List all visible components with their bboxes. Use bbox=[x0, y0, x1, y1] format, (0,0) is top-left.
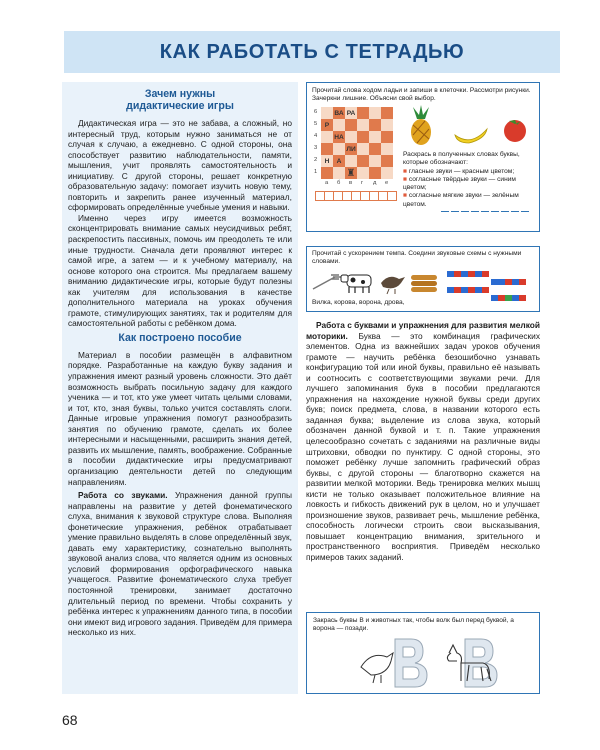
board-cell: Р bbox=[321, 119, 333, 131]
file-label: б bbox=[337, 180, 341, 186]
board-cell bbox=[345, 155, 357, 167]
rank-label: 3 bbox=[314, 145, 318, 151]
scheme-segment bbox=[519, 295, 526, 301]
file-label: а bbox=[325, 180, 329, 186]
board-cell bbox=[381, 131, 393, 143]
write-cell bbox=[441, 203, 449, 212]
rank-label: 2 bbox=[314, 157, 318, 163]
fork-icon bbox=[313, 275, 341, 289]
answer-cells bbox=[315, 191, 405, 200]
scheme-segment bbox=[512, 279, 519, 285]
paragraph-4 bbox=[68, 490, 292, 638]
board-cell bbox=[357, 143, 369, 155]
legend-item: ■ согласные мягкие звуки — зелёным цветом. bbox=[403, 192, 519, 208]
crow-icon bbox=[381, 277, 405, 294]
exercise-1-instruction: Прочитай слова ходом ладьи и запиши в клеточки. Рассмотри рисунки. Зачеркни лишние. Объясни свой выбор. bbox=[312, 87, 531, 103]
board-cell bbox=[357, 107, 369, 119]
board-cell bbox=[369, 107, 381, 119]
board-cell bbox=[345, 131, 357, 143]
board-cell: Н bbox=[321, 155, 333, 167]
exercise-3-instruction: Закрась буквы В и животных так, чтобы волк был перед буквой, а ворона — позади. bbox=[313, 617, 514, 633]
page-number: 68 bbox=[62, 712, 78, 728]
chess-board bbox=[321, 107, 393, 179]
scheme-segment bbox=[505, 279, 512, 285]
board-cell bbox=[369, 167, 381, 179]
scheme-segment bbox=[461, 287, 468, 293]
write-cell bbox=[481, 203, 489, 212]
exercise-box-sound-schemes bbox=[306, 246, 540, 312]
exercise-3-illustration bbox=[357, 635, 517, 691]
board-cell: ВА bbox=[333, 107, 345, 119]
legend-item: ■ гласные звуки — красным цветом; bbox=[403, 167, 515, 175]
board-cell: А bbox=[333, 155, 345, 167]
crow-outline-icon bbox=[361, 653, 393, 683]
exercise-2-words: Вилка, корова, ворона, дрова, bbox=[312, 299, 405, 306]
board-cell bbox=[357, 167, 369, 179]
scheme-segment bbox=[468, 287, 475, 293]
paragraph-5-lead: Работа с буквами и упражнения для развития мелкой моторики. bbox=[306, 320, 540, 341]
scheme-segment bbox=[468, 271, 475, 277]
board-cell bbox=[357, 155, 369, 167]
paragraph-1: Дидактическая игра — это не забава, а сложный, но интересный труд, которым нужно заниматься не от случая к случаю, а ежедневно. С одной стороны, она способствует развитию наблюдательности, памяти, мышления, учит проявлять самостоятельность и инициативу. С другой стороны, решает конкретную образовательную задачу: помогает изучить новую тему, повторить и закрепить ранее изученный материал, сформировать определённые учебные умения и навыки. bbox=[68, 118, 292, 213]
fruit-images bbox=[407, 105, 537, 147]
scheme-segment bbox=[447, 271, 454, 277]
write-cell bbox=[461, 203, 469, 212]
board-cell bbox=[381, 167, 393, 179]
board-cell: НА bbox=[333, 131, 345, 143]
sound-schemes bbox=[447, 271, 535, 301]
exercise-box-rook bbox=[306, 82, 540, 232]
scheme-segment bbox=[461, 271, 468, 277]
board-cell bbox=[369, 155, 381, 167]
scheme-segment bbox=[454, 271, 461, 277]
scheme-segment bbox=[454, 287, 461, 293]
write-cell bbox=[501, 203, 509, 212]
write-cell bbox=[491, 203, 499, 212]
scheme-segment bbox=[475, 271, 482, 277]
left-column bbox=[62, 82, 298, 694]
file-label: е bbox=[385, 180, 389, 186]
board-cell bbox=[357, 119, 369, 131]
title-band bbox=[64, 31, 560, 73]
answer-cell bbox=[387, 191, 397, 201]
paragraph-4-lead: Работа со звуками. bbox=[78, 490, 168, 501]
rank-label: 6 bbox=[314, 109, 318, 115]
paragraph-4-text: Упражнения данной группы направлены на развитие у детей фонематического слуха, внимания к звуковой структуре слова. Выполняя фонетические упражнения, ребёнок отрабатывает умение правильно выделять в слове определённый звук, давать ему характеристику, сознательно выполнять звуковой анализ слова, что является одним из основных условий формирования орфографического навыка учащегося. Развитие фонематического слуха требует постоянной тренировки, занимает достаточно длительный период по времени. Чтобы сохранить у ребёнка интерес к упражнениям данного типа, в пособии они имеют вид игрового задания. Приведём для примера несколько из них. bbox=[68, 490, 292, 638]
writing-cells-right bbox=[441, 201, 531, 217]
paragraph-3: Материал в пособии размещён в алфавитном порядке. Разработанные на каждую букву задания и упражнения имеют разный уровень сложности. Это даёт возможность выбрать посильную задачу для каждого ученика — и тот, кто уже умеет читать целыми словами, и тот, кто, зная буквы, только учится составлять слоги. Данные игровые упражнения помогут разнообразить занятия по обучению грамоте, сделать их более интересными и насыщенными, расширить знания детей, развить их мышление, память, воображение. Собранные в пособии дидактические игры предусматривают организацию деятельности детей по следующим направлениям. bbox=[68, 349, 292, 487]
rook-icon: ♜ bbox=[346, 167, 356, 179]
cow-icon bbox=[341, 275, 371, 293]
pineapple-icon bbox=[411, 105, 431, 145]
firewood-icon bbox=[411, 275, 437, 292]
scheme-segment bbox=[512, 295, 519, 301]
rank-label: 5 bbox=[314, 121, 318, 127]
board-cell bbox=[321, 143, 333, 155]
scheme-segment bbox=[519, 279, 526, 285]
exercise-box-letter-v bbox=[306, 612, 540, 694]
scheme-segment bbox=[482, 287, 489, 293]
scheme-segment bbox=[498, 279, 505, 285]
file-label: г bbox=[361, 180, 364, 186]
right-column bbox=[306, 82, 540, 694]
board-cell bbox=[381, 107, 393, 119]
board-cell bbox=[321, 131, 333, 143]
exercise-2-instruction: Прочитай с ускорением темпа. Соедини звуковые схемы с нужными словами. bbox=[312, 250, 522, 266]
board-cell bbox=[333, 119, 345, 131]
board-cell bbox=[369, 143, 381, 155]
rank-label: 1 bbox=[314, 169, 318, 175]
board-cell bbox=[321, 167, 333, 179]
write-cell bbox=[511, 203, 519, 212]
file-label: д bbox=[373, 180, 377, 186]
board-cell: ЛИ bbox=[345, 143, 357, 155]
write-cell bbox=[471, 203, 479, 212]
legend-item: ■ согласные твёрдые звуки — синим цветом; bbox=[403, 175, 516, 192]
scheme-segment bbox=[491, 279, 498, 285]
banana-icon bbox=[455, 129, 487, 143]
board-cell bbox=[333, 143, 345, 155]
board-cell bbox=[381, 143, 393, 155]
board-cell: РА bbox=[345, 107, 357, 119]
rank-label: 4 bbox=[314, 133, 318, 139]
write-cell bbox=[521, 203, 529, 212]
heading-line-2: дидактические игры bbox=[126, 100, 234, 112]
paragraph-5-text: Буква — это комбинация графических элементов. Одна из важнейших задач уроков обучения грамоте — научить ребёнка безошибочно узнавать конфигурацию той или иной буквы, правильно её называть и соотносить с соответствующими звуками речи. Для лучшего запоминания букв в пособии предлагаются упражнения на нахождение нужной буквы среди других букв; поиск предмета, слова, в названии которого есть заданная буква; выделение из слова звука, который обозначен данной буквой и т. п. Такие упражнения целесообразно сочетать с заданиями на различные виды штриховки, обводки по пунктиру. С одной стороны, это поможет ребёнку лучше запомнить графический образ буквы, с другой стороны — благотворно скажется на развитии мелкой моторики. Ведь тренировка мелких мышц кисти не только оказывает положительное влияние на ловкость и гибкость движений рук в целом, но и улучшает произношение звуков, развивает речь, мышление ребёнка, способность логически строить свои высказывания, повышает концентрацию внимания, зрительного и пространственного восприятия. Приведём несколько примеров таких заданий. bbox=[306, 330, 540, 563]
board-cell bbox=[381, 155, 393, 167]
heading-line-1: Зачем нужны bbox=[144, 88, 216, 100]
tomato-icon bbox=[504, 120, 526, 142]
legend-intro: Раскрась в полученных словах буквы, которые обозначают: bbox=[403, 151, 520, 167]
section-heading-structure: Как построено пособие bbox=[118, 331, 242, 344]
exercise-2-images bbox=[311, 269, 441, 295]
paragraph-2: Именно через игру имеется возможность сконцентрировать внимание самых неусидчивых ребят, раскрепостить пассивных, помочь им преодолеть те или иные трудности. Сначала дети проявляют интерес к самой игре, а затем — и к учебному материалу, на основе которого она строится. Мы предлагаем вашему вниманию дидактические игры, которые будут полезны как учителям для использования в качестве дополнительного материала на уроках обучения грамоте, стимулирующих занятиях, так и родителям для самостоятельной работы с ребёнком дома. bbox=[68, 212, 292, 329]
page-title: КАК РАБОТАТЬ С ТЕТРАДЬЮ bbox=[159, 40, 465, 63]
paragraph-5 bbox=[306, 320, 540, 563]
write-cell bbox=[451, 203, 459, 212]
scheme-segment bbox=[447, 287, 454, 293]
scheme-segment bbox=[475, 287, 482, 293]
right-text-block bbox=[306, 320, 540, 563]
board-cell bbox=[345, 119, 357, 131]
board-cell bbox=[321, 107, 333, 119]
scheme-segment bbox=[482, 271, 489, 277]
board-cell bbox=[369, 131, 381, 143]
board-cell bbox=[381, 119, 393, 131]
section-heading-didactic-games bbox=[68, 88, 292, 112]
letter-v-outline-icon bbox=[395, 639, 427, 687]
board-cell bbox=[333, 167, 345, 179]
board-cell bbox=[369, 119, 381, 131]
board-cell bbox=[357, 131, 369, 143]
file-label: в bbox=[349, 180, 353, 186]
